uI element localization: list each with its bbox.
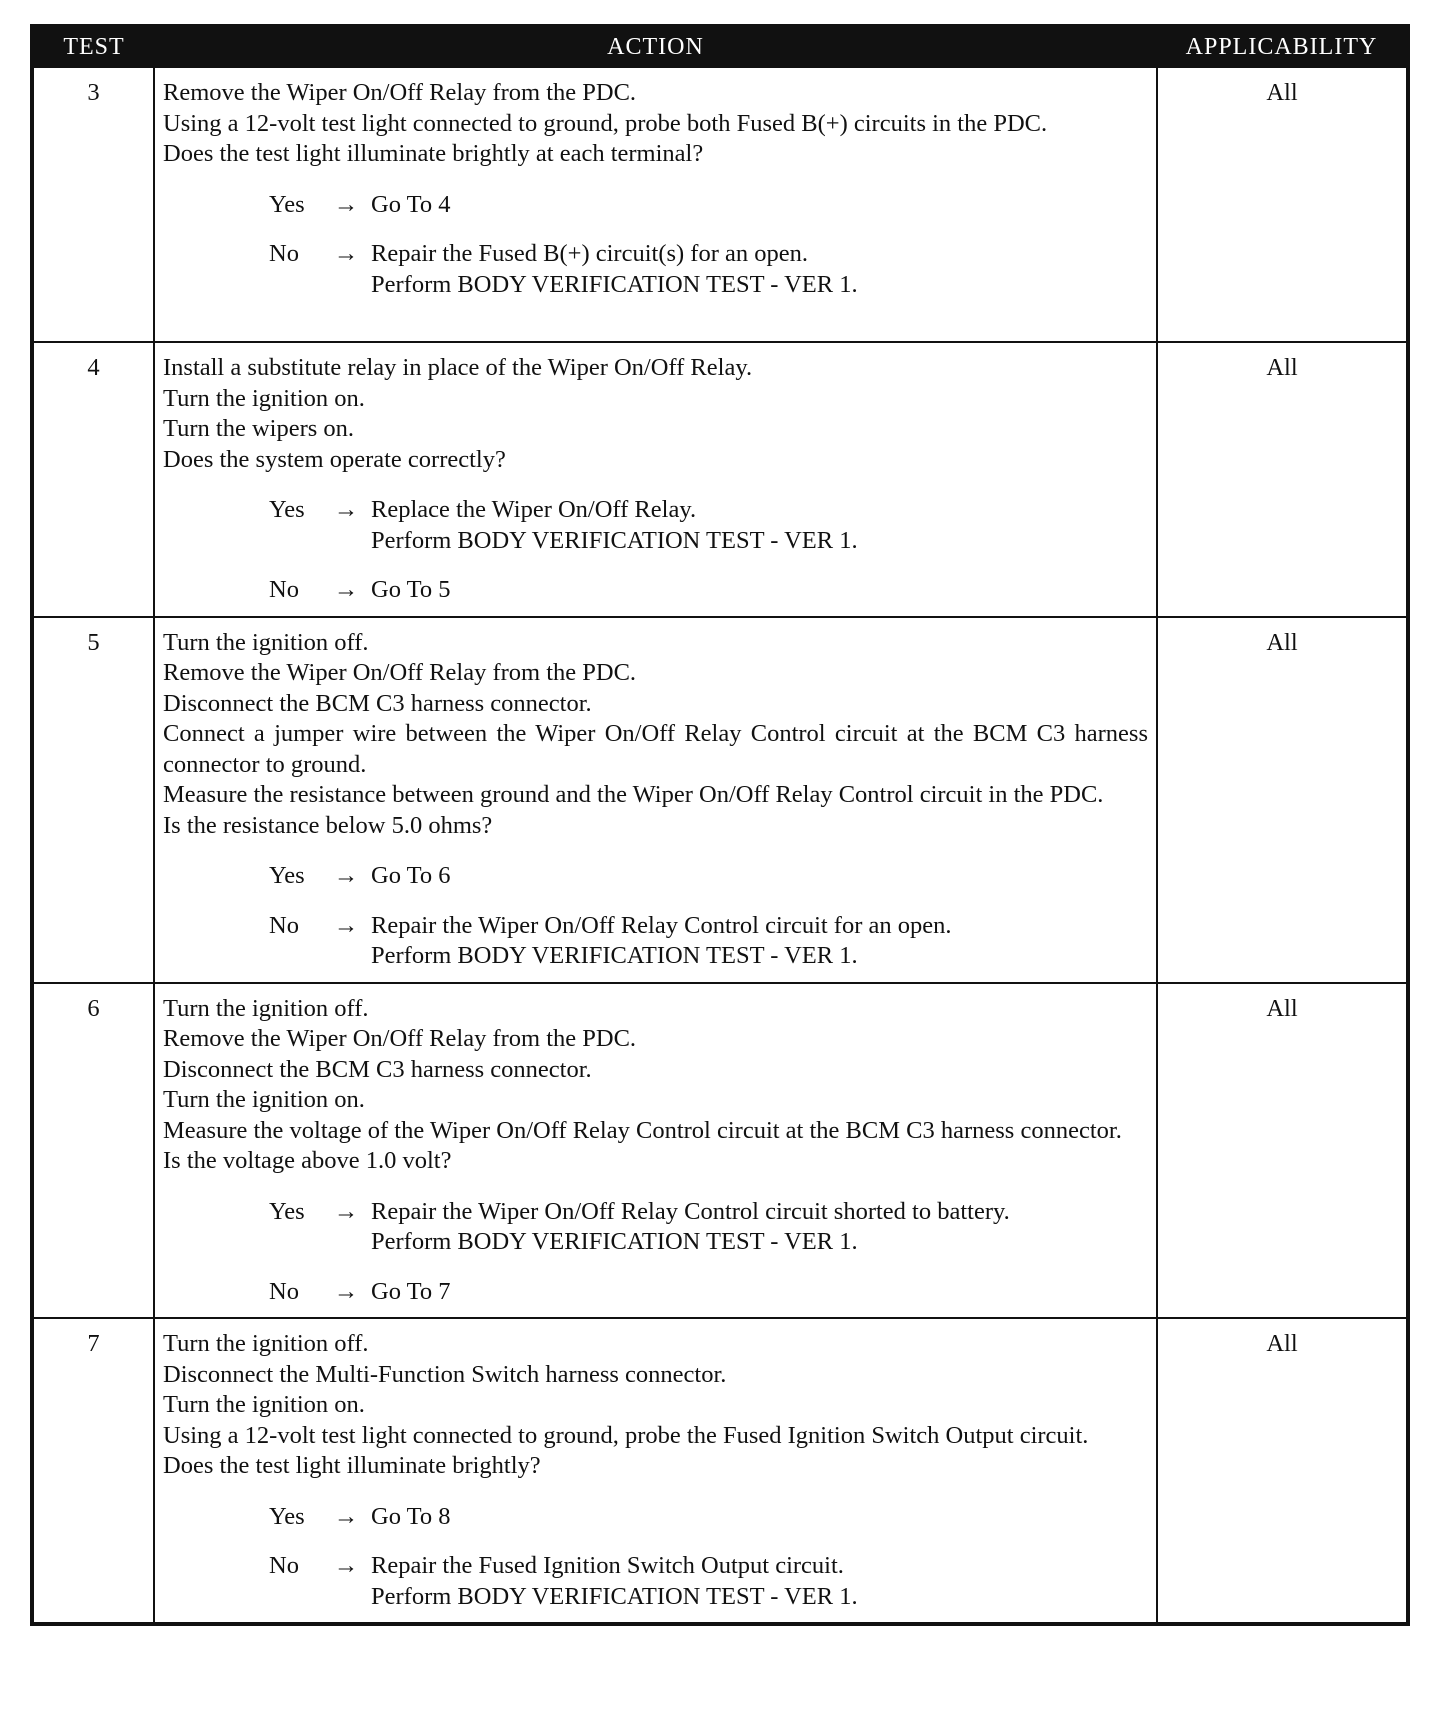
result-line: Repair the Wiper On/Off Relay Control circuit for an open. <box>371 911 952 939</box>
action-step: Turn the ignition off. <box>163 1330 369 1357</box>
action-step: Disconnect the BCM C3 harness connector. <box>163 1055 592 1083</box>
yes-result <box>371 495 1148 556</box>
arrow-icon: → <box>333 240 359 267</box>
action-cell <box>154 617 1157 983</box>
yes-outcome <box>269 190 1148 221</box>
action-step: Measure the voltage of the Wiper On/Off Relay Control circuit at the BCM C3 harness connector. <box>163 1116 1122 1144</box>
result-line: Repair the Fused Ignition Switch Output circuit. <box>371 1552 844 1579</box>
result-line: Perform BODY VERIFICATION TEST - VER 1. <box>371 270 858 298</box>
table-row <box>32 342 1408 617</box>
action-step: Turn the ignition on. <box>163 1391 365 1418</box>
test-number: 4 <box>32 342 154 617</box>
no-result <box>371 1277 1148 1308</box>
arrow-icon: → <box>333 576 359 603</box>
action-step: Using a 12-volt test light connected to ground, probe the Fused Ignition Switch Output circuit. <box>163 1421 1089 1449</box>
table-row <box>32 67 1408 342</box>
action-step: Does the system operate correctly? <box>163 445 506 473</box>
outcome-list <box>269 495 1148 606</box>
result-line: Go To 6 <box>371 862 451 889</box>
arrow-icon: → <box>333 1502 359 1530</box>
header-test: TEST <box>32 26 154 67</box>
yes-label: Yes <box>269 1502 305 1530</box>
result-line: Perform BODY VERIFICATION TEST - VER 1. <box>371 526 858 554</box>
action-step: Using a 12-volt test light connected to ground, probe both Fused B(+) circuits in the PDC. <box>163 109 1048 137</box>
table-row <box>32 1318 1408 1624</box>
test-number: 3 <box>32 67 154 342</box>
no-outcome <box>269 1551 1148 1612</box>
no-outcome <box>269 1277 1148 1308</box>
action-step: Remove the Wiper On/Off Relay from the PDC. <box>163 1025 637 1052</box>
applicability-value: All <box>1157 1318 1408 1624</box>
diagnostic-page <box>30 24 1406 1626</box>
action-step: Remove the Wiper On/Off Relay from the PDC. <box>163 659 637 686</box>
outcome-list <box>269 861 1148 972</box>
yes-result <box>371 190 1148 221</box>
table-body <box>32 67 1408 1624</box>
no-result <box>371 911 1148 972</box>
applicability-value: All <box>1157 983 1408 1319</box>
table-row <box>32 983 1408 1319</box>
action-step: Turn the ignition off. <box>163 994 369 1022</box>
action-step: Measure the resistance between ground and the Wiper On/Off Relay Control circuit in the PDC. <box>163 781 1104 808</box>
arrow-icon: → <box>333 1277 359 1305</box>
result-line: Go To 4 <box>371 190 451 218</box>
yes-outcome <box>269 861 1148 892</box>
diagnostic-table <box>30 24 1410 1626</box>
yes-label: Yes <box>269 190 305 218</box>
action-step: Install a substitute relay in place of the Wiper On/Off Relay. <box>163 354 753 381</box>
arrow-icon: → <box>333 496 359 523</box>
action-step: Is the resistance below 5.0 ohms? <box>163 811 493 839</box>
test-number: 7 <box>32 1318 154 1624</box>
table-row <box>32 617 1408 983</box>
table-header-row <box>32 26 1408 67</box>
header-applicability: APPLICABILITY <box>1157 26 1408 67</box>
no-label: No <box>269 1552 299 1579</box>
action-cell <box>154 1318 1157 1624</box>
no-outcome <box>269 239 1148 300</box>
applicability-value: All <box>1157 617 1408 983</box>
result-line: Perform BODY VERIFICATION TEST - VER 1. <box>371 1228 858 1255</box>
applicability-value: All <box>1157 67 1408 342</box>
no-label: No <box>269 1277 299 1305</box>
outcome-list <box>269 1502 1148 1613</box>
action-step: Does the test light illuminate brightly at each terminal? <box>163 140 704 167</box>
outcome-list <box>269 1197 1148 1308</box>
arrow-icon: → <box>333 190 359 218</box>
no-outcome <box>269 575 1148 606</box>
arrow-icon: → <box>333 1197 359 1225</box>
yes-label: Yes <box>269 1197 305 1225</box>
action-step: Connect a jumper wire between the Wiper On/Off Relay Control circuit at the BCM C3 harness connector to ground. <box>163 720 1148 778</box>
result-line: Go To 7 <box>371 1277 451 1305</box>
action-step: Is the voltage above 1.0 volt? <box>163 1147 452 1174</box>
action-cell <box>154 67 1157 342</box>
action-step: Turn the ignition on. <box>163 1086 365 1113</box>
result-line: Go To 5 <box>371 576 451 603</box>
yes-label: Yes <box>269 496 305 523</box>
header-action: ACTION <box>154 26 1157 67</box>
arrow-icon: → <box>333 1552 359 1579</box>
no-label: No <box>269 911 299 939</box>
result-line: Repair the Fused B(+) circuit(s) for an open. <box>371 240 808 267</box>
action-step: Does the test light illuminate brightly? <box>163 1452 541 1479</box>
action-step: Turn the ignition on. <box>163 384 365 412</box>
no-label: No <box>269 576 299 603</box>
arrow-icon: → <box>333 862 359 889</box>
action-step: Disconnect the BCM C3 harness connector. <box>163 689 592 717</box>
yes-outcome <box>269 1197 1148 1258</box>
action-cell <box>154 983 1157 1319</box>
yes-label: Yes <box>269 862 305 889</box>
result-line: Replace the Wiper On/Off Relay. <box>371 496 697 523</box>
no-result <box>371 239 1148 300</box>
action-step: Disconnect the Multi-Function Switch harness connector. <box>163 1360 727 1388</box>
no-result <box>371 1551 1148 1612</box>
no-label: No <box>269 240 299 267</box>
result-line: Go To 8 <box>371 1502 451 1530</box>
test-number: 5 <box>32 617 154 983</box>
yes-result <box>371 1502 1148 1533</box>
result-line: Repair the Wiper On/Off Relay Control circuit shorted to battery. <box>371 1197 1010 1225</box>
action-step: Turn the wipers on. <box>163 415 355 442</box>
result-line: Perform BODY VERIFICATION TEST - VER 1. <box>371 1582 858 1610</box>
action-step: Turn the ignition off. <box>163 628 369 656</box>
yes-outcome <box>269 495 1148 556</box>
outcome-list <box>269 190 1148 301</box>
no-outcome <box>269 911 1148 972</box>
test-number: 6 <box>32 983 154 1319</box>
result-line: Perform BODY VERIFICATION TEST - VER 1. <box>371 942 858 969</box>
arrow-icon: → <box>333 911 359 939</box>
yes-outcome <box>269 1502 1148 1533</box>
action-step: Remove the Wiper On/Off Relay from the PDC. <box>163 79 637 106</box>
yes-result <box>371 1197 1148 1258</box>
no-result <box>371 575 1148 606</box>
yes-result <box>371 861 1148 892</box>
applicability-value: All <box>1157 342 1408 617</box>
action-cell <box>154 342 1157 617</box>
